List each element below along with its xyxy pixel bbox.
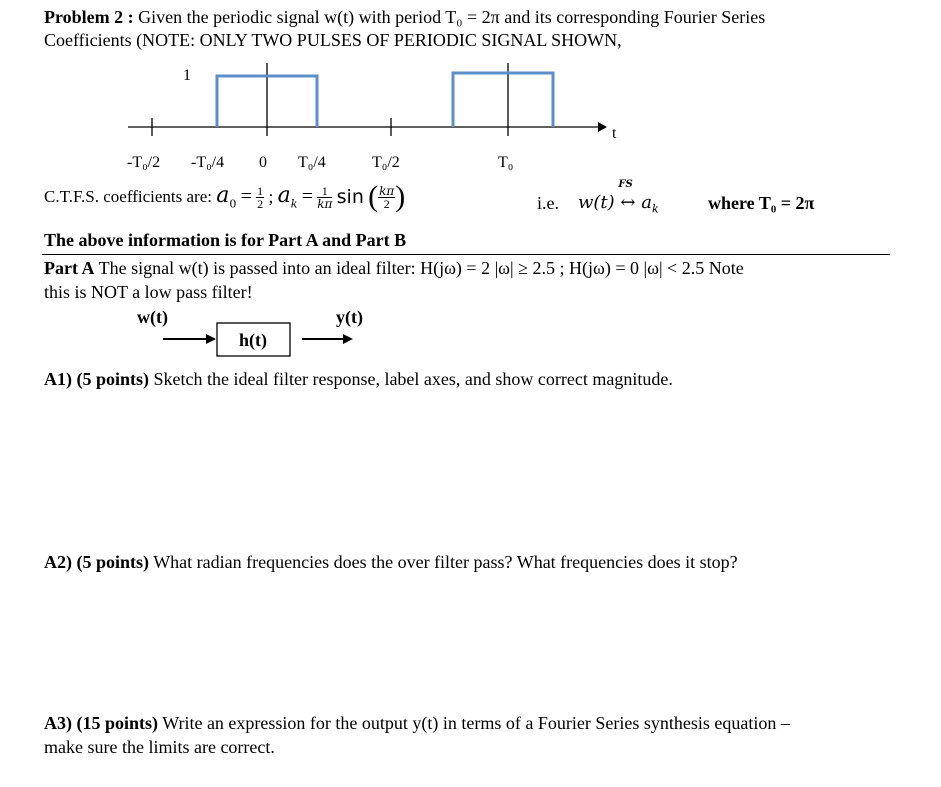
- separator: ;: [268, 186, 274, 207]
- part-a-text: The signal w(t) is passed into an ideal filter: H(jω) = 2 |ω| ≥ 2.5 ; H(jω) = 0 |ω| < 2.5 Note: [98, 258, 744, 278]
- pair-subscript: k: [651, 202, 659, 216]
- tick-label: -T₀/4: [191, 154, 225, 171]
- fs-pair: [578, 179, 659, 216]
- a3-label: A3) (15 points): [44, 713, 159, 733]
- ctfs-prefix: C.T.F.S. coefficients are:: [44, 187, 212, 206]
- pair-rhs: a: [641, 192, 652, 213]
- period-definition: where T₀ = 2π: [708, 193, 815, 213]
- a0-denominator: 2: [257, 196, 264, 211]
- ie-label: i.e.: [537, 193, 559, 213]
- ak-fraction: [317, 185, 332, 210]
- output-signal-label: y(t): [336, 307, 363, 327]
- equals-sign: =: [301, 185, 313, 208]
- arg-denominator: 2: [383, 196, 390, 211]
- part-a-label: Part A: [44, 258, 95, 278]
- right-paren: ): [395, 180, 406, 213]
- problem-line-1: [44, 7, 765, 28]
- question-a2: [44, 552, 738, 573]
- a3-text: Write an expression for the output y(t) in terms of a Fourier Series synthesis equation –: [158, 713, 790, 733]
- a0-subscript: 0: [229, 197, 237, 211]
- t-axis-label: t: [612, 125, 617, 142]
- filter-box-label: h(t): [239, 330, 267, 350]
- a1-text: Sketch the ideal filter response, label axes, and show correct magnitude.: [149, 369, 673, 389]
- input-signal-label: w(t): [137, 307, 168, 327]
- a0-letter: a: [216, 183, 230, 209]
- ak-letter: a: [277, 183, 291, 209]
- a2-text: What radian frequencies does the over filter pass? What frequencies does it stop?: [149, 552, 738, 572]
- question-a1: [44, 369, 673, 390]
- input-arrow-head-icon: [206, 334, 216, 344]
- arg-numerator: kπ: [379, 183, 395, 198]
- a0-fraction: [256, 185, 264, 210]
- a1-label: A1) (5 points): [44, 369, 150, 389]
- tick-label: T₀: [498, 154, 514, 171]
- ak-denominator: kπ: [317, 196, 333, 211]
- ak-subscript: k: [290, 197, 298, 211]
- fs-label: FS: [618, 179, 633, 190]
- question-a3-line-2: make sure the limits are correct.: [44, 737, 275, 757]
- output-arrow-head-icon: [343, 334, 353, 344]
- a2-label: A2) (5 points): [44, 552, 150, 572]
- left-paren: (: [368, 180, 379, 213]
- info-line: The above information is for Part A and Part B: [44, 230, 407, 250]
- axis-arrow-icon: [598, 122, 607, 132]
- ak-numerator: 1: [317, 185, 332, 198]
- tick-label: T₀/4: [298, 154, 326, 171]
- problem-line-2: Coefficients (NOTE: ONLY TWO PULSES OF PERIODIC SIGNAL SHOWN,: [44, 30, 622, 50]
- part-a-line-2: this is NOT a low pass filter!: [44, 282, 253, 302]
- sin-arg-fraction: [378, 185, 395, 210]
- section-divider: [42, 254, 890, 255]
- double-arrow-icon: ↔: [620, 192, 636, 213]
- tick-label: 0: [259, 154, 267, 171]
- fs-arrow: [618, 179, 636, 213]
- filter-block-diagram: [150, 321, 510, 361]
- a0-numerator: 1: [257, 183, 264, 198]
- a0-symbol: [216, 183, 237, 211]
- equals-sign: =: [240, 185, 252, 208]
- part-a-line-1: [44, 258, 744, 279]
- amplitude-label: 1: [183, 67, 191, 84]
- ak-symbol: [277, 183, 298, 211]
- pair-lhs: w(t): [578, 192, 615, 213]
- question-a3: [44, 713, 790, 734]
- sin-function: sin: [336, 186, 364, 208]
- problem-label: Problem 2 :: [44, 7, 134, 27]
- problem-text: Given the periodic signal w(t) with period T₀ = 2π and its corresponding Fourier Series: [138, 7, 766, 27]
- tick-label: -T₀/2: [127, 154, 161, 171]
- tick-label: T₀/2: [372, 154, 400, 171]
- ctfs-line: [44, 180, 405, 220]
- pulse-2: [453, 73, 553, 127]
